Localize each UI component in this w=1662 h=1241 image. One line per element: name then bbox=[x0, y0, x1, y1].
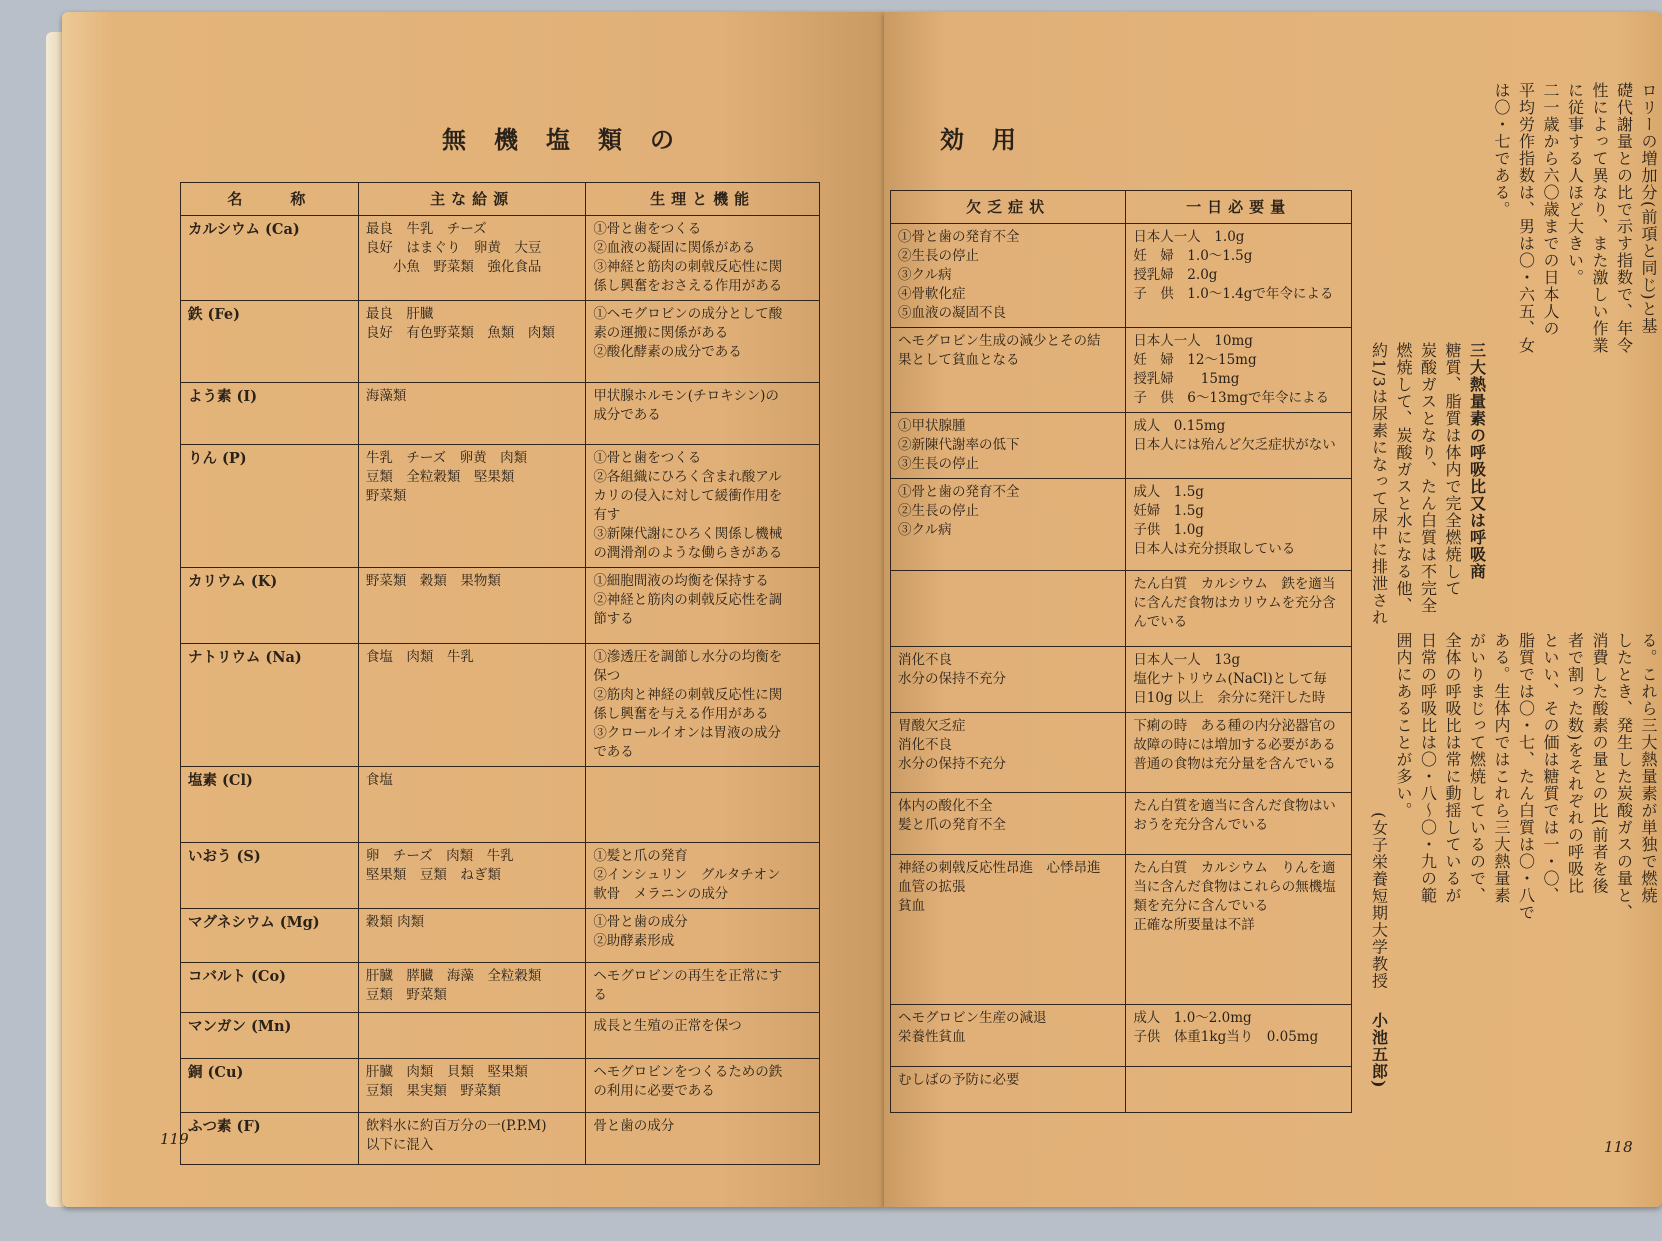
daily-requirement bbox=[1126, 793, 1352, 855]
mineral-name: マンガン (Mn) bbox=[181, 1013, 359, 1059]
cell-line: 豆類 野菜類 bbox=[365, 987, 447, 1003]
cell-line: ③クロールイオンは胃液の成分 bbox=[593, 725, 781, 741]
daily-requirement bbox=[1126, 571, 1352, 647]
cell-line: 穀類 肉類 bbox=[365, 914, 425, 930]
cell-line: 節する bbox=[593, 611, 634, 627]
mineral-name: 鉄 (Fe) bbox=[181, 301, 359, 383]
cell-line: ①ヘモグロビンの成分として酸 bbox=[593, 306, 783, 322]
main-source bbox=[358, 568, 585, 644]
cell-line: 日本人には殆んど欠乏症状がない bbox=[1133, 437, 1336, 453]
cell-line: 妊 婦 1.0～1.5g bbox=[1133, 248, 1253, 264]
table-row bbox=[181, 383, 820, 445]
side-text-column: といい、その価は糖質では一・〇、 bbox=[1541, 632, 1560, 904]
daily-requirement bbox=[1126, 479, 1352, 571]
table-row bbox=[181, 644, 820, 767]
table-row bbox=[181, 568, 820, 644]
cell-line: 果として貧血となる bbox=[898, 352, 1020, 368]
cell-line: 豆類 全粒穀類 堅果類 bbox=[365, 469, 515, 485]
physiology-function bbox=[586, 216, 820, 301]
table-row bbox=[181, 909, 820, 963]
side-text-column: は〇・七である。 bbox=[1492, 82, 1511, 218]
cell-line: 日本人は充分摂取している bbox=[1133, 541, 1296, 557]
deficiency-symptoms bbox=[891, 413, 1126, 479]
page-number-left: 119 bbox=[160, 1130, 189, 1148]
side-text-column: 糖質、脂質は体内で完全燃焼して bbox=[1443, 342, 1462, 597]
cell-line: 当に含んだ食物はこれらの無機塩 bbox=[1133, 879, 1336, 895]
cell-line: 小魚 野菜類 強化食品 bbox=[365, 259, 542, 275]
cell-line: 日本人一人 13g bbox=[1133, 652, 1241, 668]
cell-line: 類を充分に含んでいる bbox=[1133, 898, 1269, 914]
cell-line: 髪と爪の発育不全 bbox=[898, 817, 1006, 833]
cell-line: 水分の保持不充分 bbox=[898, 671, 1006, 687]
deficiency-symptoms bbox=[891, 479, 1126, 571]
cell-line: ③クル病 bbox=[898, 522, 952, 538]
cell-line: 骨と歯の成分 bbox=[593, 1118, 675, 1134]
mineral-name: 銅 (Cu) bbox=[181, 1059, 359, 1113]
cell-line: カリの侵入に対して緩衝作用を bbox=[593, 488, 783, 504]
cell-line: むしばの予防に必要 bbox=[898, 1072, 1020, 1088]
left-page bbox=[62, 12, 884, 1207]
table-row bbox=[891, 1067, 1352, 1113]
main-source bbox=[358, 767, 585, 843]
physiology-function bbox=[586, 1059, 820, 1113]
cell-line: 以下に混入 bbox=[365, 1137, 434, 1153]
cell-line: ②血液の凝固に関係がある bbox=[593, 240, 756, 256]
cell-line: 食塩 肉類 牛乳 bbox=[365, 649, 474, 665]
cell-line: 牛乳 チーズ 卵黄 肉類 bbox=[365, 450, 528, 466]
table-row bbox=[181, 963, 820, 1013]
mineral-name: りん (P) bbox=[181, 445, 359, 568]
mineral-name: よう素 (I) bbox=[181, 383, 359, 445]
side-article bbox=[1369, 12, 1658, 1207]
title-left: 無 機 塩 類 の bbox=[442, 125, 676, 154]
cell-line: ③新陳代謝にひろく関係し機械 bbox=[593, 526, 783, 542]
physiology-function bbox=[586, 644, 820, 767]
cell-line: 水分の保持不充分 bbox=[898, 756, 1006, 772]
mineral-name: 塩素 (Cl) bbox=[181, 767, 359, 843]
table-row bbox=[181, 767, 820, 843]
cell-line: ①髪と爪の発育 bbox=[593, 848, 688, 864]
cell-line: 海藻類 bbox=[365, 388, 407, 404]
mineral-name: カルシウム (Ca) bbox=[181, 216, 359, 301]
cell-line: ②各組織にひろく含まれ酸アル bbox=[593, 469, 782, 485]
cell-line: 妊婦 1.5g bbox=[1133, 503, 1204, 519]
table-row bbox=[891, 647, 1352, 713]
mineral-name: コバルト (Co) bbox=[181, 963, 359, 1013]
daily-requirement bbox=[1126, 224, 1352, 328]
side-text-column: に従事する人ほど大きい。 bbox=[1565, 82, 1585, 286]
cell-line: ②インシュリン グルタチオン bbox=[593, 867, 781, 883]
cell-line: 下痢の時 ある種の内分泌器官の bbox=[1133, 718, 1336, 734]
physiology-function bbox=[586, 1113, 820, 1165]
cell-line: ②新陳代謝率の低下 bbox=[898, 437, 1020, 453]
cell-line: 卵 チーズ 肉類 牛乳 bbox=[365, 848, 514, 864]
cell-line: たん白質 カルシウム 鉄を適当 bbox=[1133, 576, 1336, 592]
cell-line: ②助酵素形成 bbox=[593, 933, 675, 949]
physiology-function bbox=[586, 843, 820, 909]
cell-line: 胃酸欠乏症 bbox=[898, 718, 966, 734]
physiology-function bbox=[586, 963, 820, 1013]
page-number-right: 118 bbox=[1604, 1138, 1633, 1156]
cell-line: 係し興奮をおさえる作用がある bbox=[593, 278, 783, 294]
cell-line: 故障の時には増加する必要がある bbox=[1133, 737, 1336, 753]
deficiency-symptoms bbox=[891, 328, 1126, 413]
table-row bbox=[891, 328, 1352, 413]
side-text-column: 炭酸ガスとなり、たん白質は不完全 bbox=[1418, 342, 1438, 614]
daily-requirement bbox=[1126, 1067, 1352, 1113]
cell-line: ③クル病 bbox=[898, 267, 952, 283]
cell-line: 消化不良 bbox=[898, 652, 952, 668]
cell-line: である bbox=[593, 744, 634, 760]
side-heading: 三大熱量素の呼吸比又は呼吸商 bbox=[1467, 342, 1487, 580]
table-row bbox=[181, 216, 820, 301]
table-row bbox=[891, 571, 1352, 647]
cell-line: の潤滑剤のような働らきがある bbox=[593, 545, 783, 561]
cell-line: 授乳婦 2.0g bbox=[1133, 267, 1218, 283]
cell-line: る bbox=[593, 987, 607, 1003]
cell-line: 子供 体重1kg当り 0.05mg bbox=[1133, 1029, 1319, 1045]
physiology-function bbox=[586, 445, 820, 568]
header-function: 生理と機能 bbox=[586, 183, 820, 216]
cell-line: に含んだ食物はカリウムを充分含 bbox=[1133, 595, 1336, 611]
main-source bbox=[358, 1113, 585, 1165]
side-text-column: 燃焼して、炭酸ガスと水になる他、 bbox=[1394, 342, 1413, 614]
cell-line: 消化不良 bbox=[898, 737, 952, 753]
cell-line: 飲料水に約百万分の一(P.P.M) bbox=[365, 1118, 547, 1134]
cell-line: 肝臓 膵臓 海藻 全粒穀類 bbox=[365, 968, 542, 984]
table-row bbox=[181, 1113, 820, 1165]
cell-line: ヘモグロビンの再生を正常にす bbox=[593, 968, 783, 984]
table-row bbox=[891, 479, 1352, 571]
table-row bbox=[891, 1005, 1352, 1067]
main-source bbox=[358, 963, 585, 1013]
main-source bbox=[358, 909, 585, 963]
open-book bbox=[42, 12, 1658, 1212]
physiology-function bbox=[586, 767, 820, 843]
main-source bbox=[358, 301, 585, 383]
mineral-name: ふつ素 (F) bbox=[181, 1113, 359, 1165]
cell-line: ②生長の停止 bbox=[898, 248, 979, 264]
table-row bbox=[181, 843, 820, 909]
cell-line: 最良 牛乳 チーズ bbox=[365, 221, 487, 237]
side-text-column: 二一歳から六〇歳までの日本人の bbox=[1541, 82, 1560, 337]
mineral-name: マグネシウム (Mg) bbox=[181, 909, 359, 963]
cell-line: ②生長の停止 bbox=[898, 503, 979, 519]
main-source bbox=[358, 843, 585, 909]
cell-line: ④骨軟化症 bbox=[898, 286, 966, 302]
physiology-function bbox=[586, 568, 820, 644]
title-right: 効 用 bbox=[940, 125, 1018, 154]
cell-line: ⑤血液の凝固不良 bbox=[898, 305, 1006, 321]
cell-line: 正確な所要量は不詳 bbox=[1133, 917, 1255, 933]
cell-line: 子 供 1.0～1.4gで年令による bbox=[1133, 286, 1334, 302]
main-source bbox=[358, 1059, 585, 1113]
cell-line: 塩化ナトリウム(NaCl)として毎 bbox=[1133, 671, 1327, 687]
header-name: 名 称 bbox=[181, 183, 359, 216]
cell-line: 子 供 6～13mgで年令による bbox=[1133, 390, 1330, 406]
physiology-function bbox=[586, 383, 820, 445]
side-text-column: 者で割った数)をそれぞれの呼吸比 bbox=[1565, 632, 1585, 895]
header-requirement: 一日必要量 bbox=[1126, 191, 1352, 224]
side-text-column: 日常の呼吸比は〇・八～〇・九の範 bbox=[1418, 632, 1438, 904]
table-row bbox=[181, 1013, 820, 1059]
side-text-column: 約1/3は尿素になって尿中に排泄され bbox=[1369, 342, 1389, 626]
cell-line: 最良 肝臓 bbox=[365, 306, 434, 322]
cell-line: ①骨と歯をつくる bbox=[593, 450, 702, 466]
cell-line: 日10g 以上 余分に発汗した時 bbox=[1133, 690, 1326, 706]
cell-line: 日本人一人 10mg bbox=[1133, 333, 1253, 349]
cell-line: 豆類 果実類 野菜類 bbox=[365, 1083, 501, 1099]
cell-line: ③生長の停止 bbox=[898, 456, 979, 472]
deficiency-symptoms bbox=[891, 793, 1126, 855]
deficiency-symptoms bbox=[891, 571, 1126, 647]
daily-requirement bbox=[1126, 413, 1352, 479]
cell-line: 子供 1.0g bbox=[1133, 522, 1204, 538]
header-source: 主な給源 bbox=[358, 183, 585, 216]
main-source bbox=[358, 383, 585, 445]
daily-requirement bbox=[1126, 328, 1352, 413]
cell-line: ヘモグロビンをつくるための鉄 bbox=[593, 1064, 783, 1080]
author-name: 小池五郎) bbox=[1369, 1012, 1389, 1089]
cell-line: 野菜類 bbox=[365, 488, 407, 504]
cell-line: 神経の刺戟反応性昂進 心悸昂進 bbox=[898, 860, 1101, 876]
cell-line: 甲状腺ホルモン(チロキシン)の bbox=[593, 388, 779, 404]
cell-line: ①骨と歯をつくる bbox=[593, 221, 702, 237]
table-row bbox=[181, 1059, 820, 1113]
cell-line: ①骨と歯の発育不全 bbox=[898, 229, 1020, 245]
mineral-name: ナトリウム (Na) bbox=[181, 644, 359, 767]
minerals-table-left bbox=[180, 182, 820, 1165]
minerals-table-right bbox=[890, 190, 1352, 1113]
cell-line: 軟骨 メラニンの成分 bbox=[593, 886, 729, 902]
physiology-function bbox=[586, 1013, 820, 1059]
side-text-column: 全体の呼吸比は常に動揺しているが bbox=[1443, 632, 1462, 904]
right-page bbox=[884, 12, 1662, 1207]
deficiency-symptoms bbox=[891, 647, 1126, 713]
author-affiliation: (女子栄養短期大学教授 bbox=[1369, 812, 1389, 990]
cell-line: ①骨と歯の成分 bbox=[593, 914, 688, 930]
side-text-column: がいりまじって燃焼しているので、 bbox=[1467, 632, 1487, 904]
cell-line: 貧血 bbox=[898, 898, 925, 914]
deficiency-symptoms bbox=[891, 1067, 1126, 1113]
physiology-function bbox=[586, 909, 820, 963]
deficiency-symptoms bbox=[891, 855, 1126, 1005]
table-row bbox=[891, 713, 1352, 793]
cell-line: 野菜類 穀類 果物類 bbox=[365, 573, 501, 589]
cell-line: 成人 1.0～2.0mg bbox=[1133, 1010, 1252, 1026]
cell-line: 血管の拡張 bbox=[898, 879, 966, 895]
mineral-name: カリウム (K) bbox=[181, 568, 359, 644]
cell-line: んでいる bbox=[1133, 614, 1188, 630]
cell-line: 良好 はまぐり 卵黄 大豆 bbox=[365, 240, 542, 256]
cell-line: ①甲状腺腫 bbox=[898, 418, 966, 434]
daily-requirement bbox=[1126, 1005, 1352, 1067]
table-row bbox=[181, 445, 820, 568]
cell-line: 食塩 bbox=[365, 772, 393, 788]
cell-line: 日本人一人 1.0g bbox=[1133, 229, 1245, 245]
cell-line: 肝臓 肉類 貝類 堅果類 bbox=[365, 1064, 528, 1080]
side-text-column: ある。生体内ではこれら三大熱量素 bbox=[1492, 632, 1511, 904]
cell-line: 成長と生殖の正常を保つ bbox=[593, 1018, 742, 1034]
main-source bbox=[358, 216, 585, 301]
side-text-column: 礎代謝量との比で示す指数で、年令 bbox=[1614, 82, 1634, 354]
side-text-column: 消費した酸素の量との比(前者を後 bbox=[1590, 632, 1609, 895]
side-text-column: る。これら三大熱量素が単独で燃焼 bbox=[1639, 632, 1658, 904]
table-row bbox=[891, 413, 1352, 479]
cell-line: 普通の食物は充分量を含んでいる bbox=[1133, 756, 1336, 772]
main-source bbox=[358, 644, 585, 767]
cell-line: ヘモグロビン生産の減退 bbox=[898, 1010, 1047, 1026]
main-source bbox=[358, 1013, 585, 1059]
table-row bbox=[891, 224, 1352, 328]
main-source bbox=[358, 445, 585, 568]
deficiency-symptoms bbox=[891, 224, 1126, 328]
side-text-column: 平均労作指数は、男は〇・六五、女 bbox=[1516, 82, 1536, 354]
cell-line: 妊 婦 12～15mg bbox=[1133, 352, 1257, 368]
cell-line: ①骨と歯の発育不全 bbox=[898, 484, 1020, 500]
cell-line: 堅果類 豆類 ねぎ類 bbox=[365, 867, 501, 883]
cell-line: ②酸化酵素の成分である bbox=[593, 344, 742, 360]
side-text-column: ロリーの増加分(前項と同じ)と基 bbox=[1639, 82, 1658, 335]
side-text-column: 脂質では〇・七、たん白質は〇・八で bbox=[1516, 632, 1536, 921]
cell-line: 素の運搬に関係がある bbox=[593, 325, 729, 341]
cell-line: 良好 有色野菜類 魚類 肉類 bbox=[365, 325, 555, 341]
daily-requirement bbox=[1126, 647, 1352, 713]
cell-line: おうを充分含んでいる bbox=[1133, 817, 1269, 833]
cell-line: の利用に必要である bbox=[593, 1083, 715, 1099]
cell-line: ①滲透圧を調節し水分の均衡を bbox=[593, 649, 783, 665]
cell-line: ヘモグロビン生成の減少とその結 bbox=[898, 333, 1101, 349]
cell-line: たん白質 カルシウム りんを適 bbox=[1133, 860, 1336, 876]
cell-line: 係し興奮を与える作用がある bbox=[593, 706, 769, 722]
cell-line: 成分である bbox=[593, 407, 661, 423]
cell-line: 保つ bbox=[593, 668, 621, 684]
daily-requirement bbox=[1126, 855, 1352, 1005]
table-row bbox=[181, 301, 820, 383]
cell-line: ①細胞間液の均衡を保持する bbox=[593, 573, 769, 589]
physiology-function bbox=[586, 301, 820, 383]
cell-line: 体内の酸化不全 bbox=[898, 798, 993, 814]
cell-line: 成人 1.5g bbox=[1133, 484, 1204, 500]
cell-line: 授乳婦 15mg bbox=[1133, 371, 1240, 387]
deficiency-symptoms bbox=[891, 1005, 1126, 1067]
side-text-column: 囲内にあることが多い。 bbox=[1394, 632, 1413, 819]
mineral-name: いおう (S) bbox=[181, 843, 359, 909]
header-deficiency: 欠乏症状 bbox=[891, 191, 1126, 224]
cell-line: 有す bbox=[593, 507, 621, 523]
cell-line: 栄養性貧血 bbox=[898, 1029, 966, 1045]
cell-line: ②神経と筋肉の刺戟反応性を調 bbox=[593, 592, 783, 608]
side-text-column: 性によって異なり、また激しい作業 bbox=[1590, 82, 1609, 354]
cell-line: ③神経と筋肉の刺戟反応性に関 bbox=[593, 259, 783, 275]
side-text-column: したとき、発生した炭酸ガスの量と、 bbox=[1614, 632, 1634, 921]
table-row bbox=[891, 855, 1352, 1005]
table-row bbox=[891, 793, 1352, 855]
cell-line: たん白質を適当に含んだ食物はい bbox=[1133, 798, 1336, 814]
daily-requirement bbox=[1126, 713, 1352, 793]
cell-line: ②筋肉と神経の刺戟反応性に関 bbox=[593, 687, 783, 703]
cell-line: 成人 0.15mg bbox=[1133, 418, 1226, 434]
deficiency-symptoms bbox=[891, 713, 1126, 793]
